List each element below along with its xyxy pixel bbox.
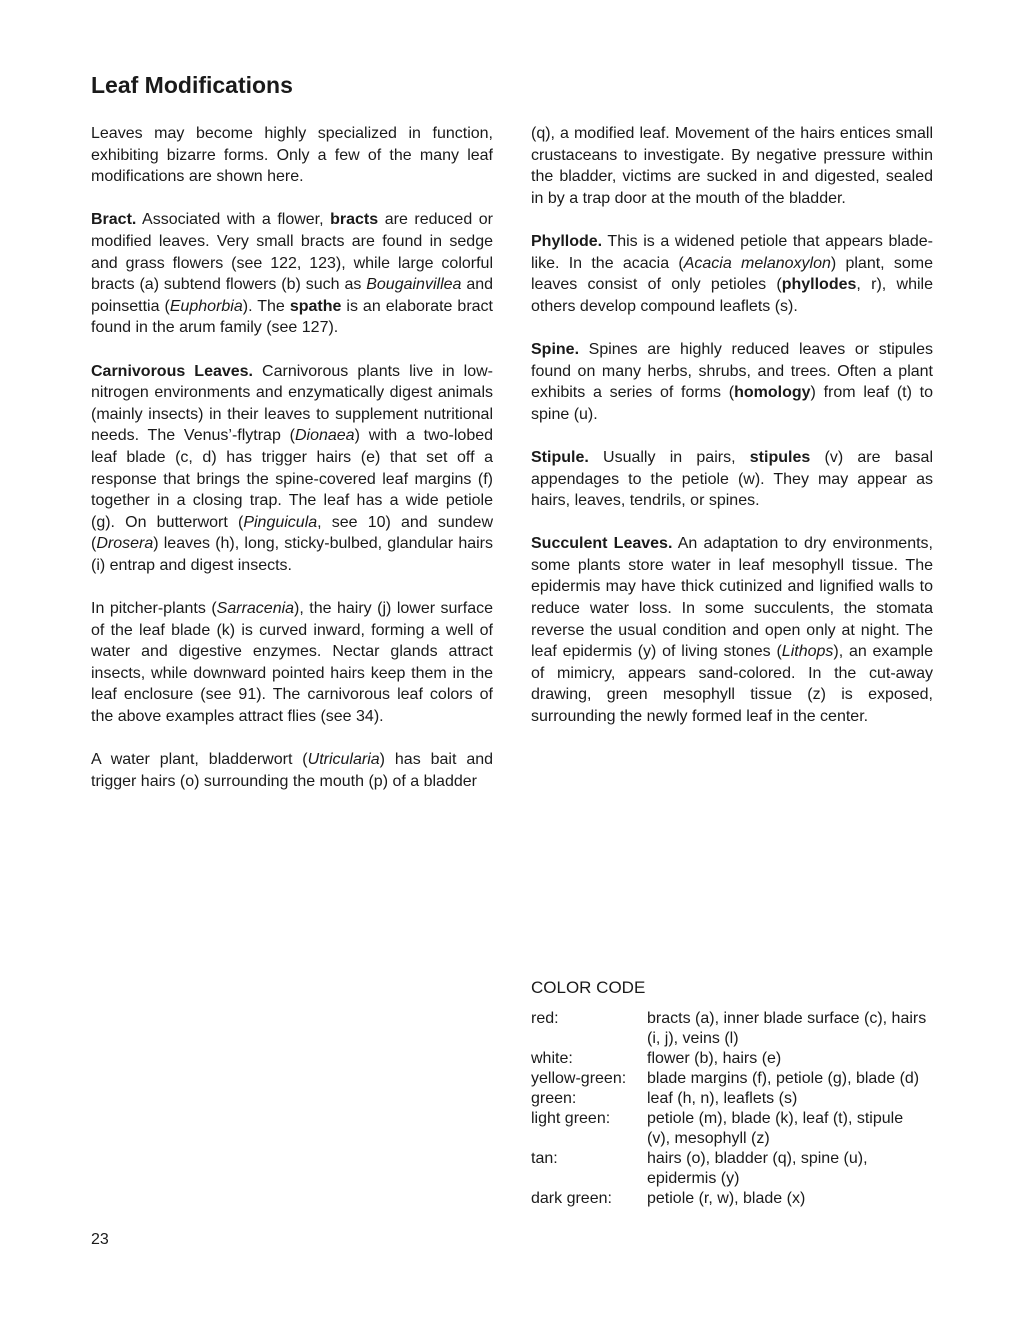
term-phyllodes: phyllodes [781, 276, 857, 294]
color-code-row [531, 1089, 927, 1109]
text-run: ) plant, some leaves consist of only petioles ( [531, 254, 934, 294]
left-column [91, 123, 493, 814]
color-code-label: white: [531, 1050, 573, 1067]
term-stipules: stipules [749, 448, 811, 466]
species-lithops: Lithops [781, 643, 834, 661]
term-bracts: bracts [330, 211, 379, 229]
spine-paragraph [531, 339, 933, 425]
species-utricularia: Utricularia [307, 751, 380, 769]
text-run: This is a widened petiole that appears blade-like. In the acacia ( [531, 232, 933, 272]
text-run: ). The [242, 297, 290, 315]
text-run: ), an example of mimicry, appears sand-colored. In the cut-away drawing, green mesophyll tissue (z) is exposed, surrounding the newly formed leaf in the center. [531, 643, 934, 726]
bract-heading: Bract. [91, 211, 137, 229]
color-code-row [531, 1189, 927, 1209]
color-code-value: blade margins (f), petiole (g), blade (d) [647, 1070, 920, 1087]
spine-heading: Spine. [531, 340, 580, 358]
species-euphorbia: Euphorbia [169, 297, 243, 315]
text-run: Associated with a flower, [136, 211, 331, 229]
text-run: Carnivorous plants live in low-nitrogen environments and enzymatically digest animals (mainly insects) in their leaves to supplement nutritional needs. The Venus’-flytrap ( [91, 362, 493, 445]
text-run: A water plant, bladderwort ( [91, 751, 308, 769]
color-code-row [531, 1009, 927, 1049]
color-code-value: hairs (o), bladder (q), spine (u), epidermis (y) [647, 1150, 868, 1187]
color-code-label: light green: [531, 1110, 611, 1127]
color-code-row [531, 1109, 927, 1149]
species-drosera: Drosera [96, 535, 154, 553]
text-run: , r), while others develop compound leaflets (s). [531, 276, 933, 315]
succulent-paragraph [531, 533, 933, 727]
text-run: and poinsettia ( [91, 276, 494, 315]
color-code-value: flower (b), hairs (e) [647, 1050, 782, 1067]
carnivorous-paragraph [91, 361, 493, 577]
bract-paragraph [91, 209, 493, 339]
species-dionaea: Dionaea [294, 427, 355, 445]
species-sarracenia: Sarracenia [216, 600, 295, 618]
text-run: An adaptation to dry environments, some plants store water in leaf mesophyll tissue. The epidermis may have thick cutinized and lignified walls to reduce water loss. In some succulents, the stomata reverse the usual condition and open only at night. The leaf epidermis (y) of living stones ( [531, 535, 933, 661]
text-run: are reduced or modified leaves. Very small bracts are found in sedge and grass flowers (see 122, 123), while large colorful bracts (a) subtend flowers (b) such as [91, 211, 493, 294]
carnivorous-heading: Carnivorous Leaves. [91, 362, 253, 380]
color-code-label: dark green: [531, 1190, 612, 1207]
text-run: ) leaves (h), long, sticky-bulbed, glandular hairs (i) entrap and digest insects. [91, 535, 493, 574]
color-code-label: yellow-green: [531, 1070, 627, 1087]
text-run: Usually in pairs, [588, 448, 750, 466]
species-pinguicula: Pinguicula [243, 513, 318, 531]
page-number: 23 [91, 1231, 109, 1248]
text-run: ), the hairy (j) lower surface of the leaf blade (k) is curved inward, forming a well of water and digestive enzymes. Nectar glands attract insects, while downward pointed hairs keep them in the leaf enclosure (see 91). The carnivorous leaf colors of the above examples attract flies (see 34). [91, 600, 494, 726]
right-column [531, 123, 933, 749]
text-run: In pitcher-plants ( [91, 600, 217, 618]
text-run: (v) are basal appendages to the petiole (w). They may appear as hairs, leaves, tendrils, or spines. [531, 448, 933, 510]
text-run: Spines are highly reduced leaves or stipules found on many herbs, shrubs, and trees. Often a plant exhibits a series of forms ( [531, 340, 933, 402]
bladderwort-paragraph [91, 749, 493, 792]
color-code-row [531, 1149, 927, 1189]
text-run: ) from leaf (t) to spine (u). [531, 384, 933, 423]
color-code-value: bracts (a), inner blade surface (c), hairs (i, j), veins (l) [647, 1010, 927, 1047]
intro-paragraph: Leaves may become highly specialized in function, exhibiting bizarre forms. Only a few of the many leaf modifications are shown here. [91, 125, 493, 186]
succulent-heading: Succulent Leaves. [531, 535, 673, 553]
text-run: is an elaborate bract found in the arum family (see 127). [91, 297, 493, 337]
text-run: ) with a two-lobed leaf blade (c, d) has trigger hairs (e) that set off a response that brings the spine-covered leaf margins (f) together in a closing trap. The leaf has a wide petiole (g). On butterwort ( [91, 427, 494, 531]
species-bougainvillea: Bougainvillea [366, 276, 462, 294]
stipule-paragraph [531, 447, 933, 512]
stipule-heading: Stipule. [531, 448, 589, 466]
color-code-row [531, 1069, 927, 1089]
color-code-value: petiole (r, w), blade (x) [647, 1190, 806, 1207]
species-acacia: Acacia melanoxylon [683, 254, 831, 272]
color-code-row [531, 1049, 927, 1069]
term-spathe: spathe [289, 297, 342, 315]
pitcher-plant-paragraph [91, 598, 493, 728]
text-run: , see 10) and sundew ( [91, 513, 493, 553]
text-run: ) has bait and trigger hairs (o) surrounding the mouth (p) of a bladder [91, 751, 494, 790]
color-code-value: petiole (m), blade (k), leaf (t), stipule (v), mesophyll (z) [647, 1110, 904, 1147]
color-code-legend [531, 978, 927, 1209]
bladderwort-continued-paragraph: (q), a modified leaf. Movement of the hairs entices small crustaceans to investigate. By negative pressure within the bladder, victims are sucked in and digested, sealed in by a trap door at the mouth of the bladder. [531, 125, 933, 207]
color-code-label: red: [531, 1010, 559, 1027]
phyllode-paragraph [531, 231, 933, 317]
page-title: Leaf Modifications [91, 72, 293, 98]
color-code-title: COLOR CODE [531, 978, 646, 997]
color-code-value: leaf (h, n), leaflets (s) [647, 1090, 798, 1107]
color-code-label: tan: [531, 1150, 558, 1167]
term-homology: homology [734, 384, 811, 402]
phyllode-heading: Phyllode. [531, 232, 603, 250]
color-code-label: green: [531, 1090, 577, 1107]
